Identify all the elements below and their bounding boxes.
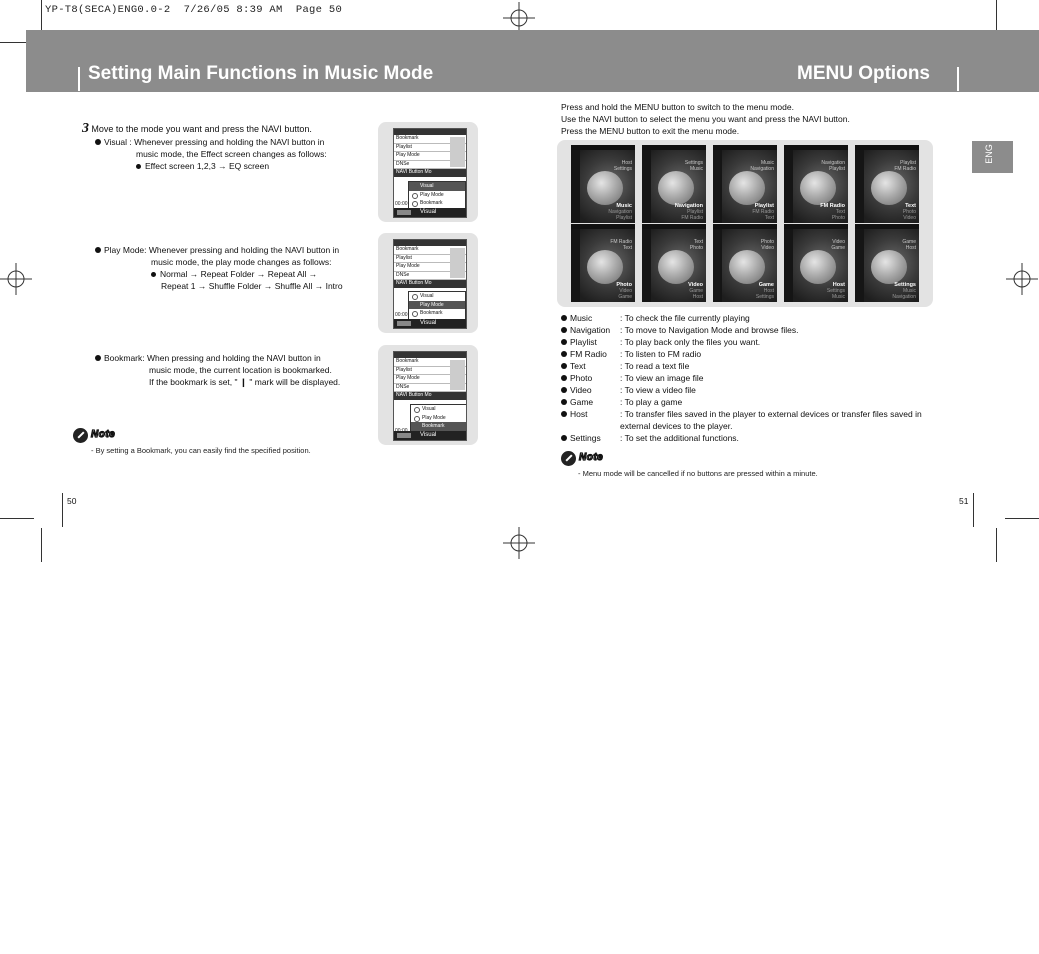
step-number: 3: [82, 121, 89, 136]
tile-next-label: Navigation: [892, 294, 916, 300]
tile-next-label: Photo: [831, 215, 845, 221]
menu-tile-playlist: [713, 145, 777, 223]
lcd-scroll-area: [450, 248, 465, 278]
visual-line3: Effect screen 1,2,3 → EQ screen: [145, 161, 270, 171]
menu-intro: [561, 101, 850, 137]
tile-main-label: Playlist: [754, 203, 774, 209]
menu-icon: [729, 171, 765, 205]
tile-side-icons: [784, 150, 793, 223]
crop-mark: [62, 493, 63, 527]
tile-next-label: Music: [831, 294, 845, 300]
lcd-bottom-label: Visual: [420, 432, 437, 438]
lcd-time: 00:00: [395, 312, 408, 318]
bullet-icon: [95, 139, 101, 145]
bullet-icon: [561, 351, 567, 357]
tile-status-bar: [713, 145, 777, 150]
tile-next-label: Video: [619, 288, 632, 294]
tile-next-label: FM Radio: [681, 215, 703, 221]
tile-status-bar: [642, 224, 706, 229]
tile-side-icons: [571, 150, 580, 223]
tile-next-label: Host: [692, 294, 703, 300]
lcd-selected-row: NAVI Button Mo: [394, 169, 466, 177]
bullet-icon: [561, 435, 567, 441]
lcd-bottom-bar: [394, 319, 466, 328]
tile-side-icons: [571, 229, 580, 302]
registration-mark-icon: [503, 527, 535, 559]
menu-item-desc: : To listen to FM radio: [620, 349, 702, 359]
device-screen-play-mode: [378, 233, 478, 333]
lcd-row: DNSe: [394, 272, 466, 281]
menu-item-desc: : To view a video file: [620, 385, 696, 395]
tile-next-label: Playlist: [616, 215, 632, 221]
menu-tile-text: [855, 145, 919, 223]
play-mode-desc: [95, 244, 343, 292]
bullet-icon: [136, 164, 141, 169]
tile-side-icons: [642, 229, 651, 302]
popup-item: Visual: [409, 182, 465, 191]
tile-side-icons: [713, 150, 722, 223]
lcd-bottom-label: Visual: [420, 209, 437, 215]
popup-item: Visual: [409, 292, 465, 301]
tile-main-label: FM Radio: [820, 203, 845, 209]
visual-desc: [95, 136, 327, 172]
tile-prev-label: Host: [905, 245, 916, 251]
popup-item: Bookmark: [409, 199, 465, 208]
lcd-row: Playlist: [394, 144, 466, 153]
tile-next-label: Text: [764, 215, 774, 221]
tile-main-label: Navigation: [674, 203, 703, 209]
menu-item-name: Game: [570, 397, 594, 407]
tile-side-icons: [713, 229, 722, 302]
step-3: [82, 123, 312, 135]
tile-status-bar: [784, 145, 848, 150]
tile-status-bar: [571, 145, 635, 150]
tile-side-icons: [642, 150, 651, 223]
play-mode-line3: Normal → Repeat Folder → Repeat All →: [160, 269, 318, 279]
title-bar-accent: [957, 67, 959, 91]
lcd-time: 00:00: [395, 201, 408, 207]
menu-tile-settings: [855, 224, 919, 302]
lcd-row: Play Mode: [394, 375, 466, 384]
menu-icon: [587, 171, 623, 205]
crop-mark: [0, 518, 34, 519]
crop-mark: [41, 528, 42, 562]
lcd-row: Playlist: [394, 367, 466, 376]
play-mode-line1: Play Mode: Whenever pressing and holding the NAVI button in: [104, 245, 340, 255]
note-label: Note: [579, 452, 604, 463]
bullet-icon: [561, 363, 567, 369]
note-label: Note: [91, 429, 116, 440]
tile-prev-label: Settings: [684, 160, 703, 166]
tile-status-bar: [571, 224, 635, 229]
play-mode-line2: music mode, the play mode changes as follows:: [151, 257, 332, 267]
crop-mark: [996, 0, 997, 32]
bookmark-line2: music mode, the current location is bookmarked.: [149, 365, 332, 375]
lcd-selected-row: NAVI Button Mo: [394, 280, 466, 288]
tile-status-bar: [855, 224, 919, 229]
tile-status-bar: [642, 145, 706, 150]
menu-icon: [658, 171, 694, 205]
menu-item-name: Navigation: [570, 325, 611, 335]
menu-item-name: Settings: [570, 433, 601, 443]
menu-tile-game: [713, 224, 777, 302]
crop-mark: [996, 528, 997, 562]
device-screen-bookmark: [378, 345, 478, 445]
menu-item-desc: : To play a game: [620, 397, 683, 407]
tile-prev-label: Video: [832, 239, 845, 245]
menu-list-item: [561, 396, 922, 408]
tile-next-label: Navigation: [608, 209, 632, 215]
menu-item-desc: : To view an image file: [620, 373, 704, 383]
popup-menu: [410, 404, 467, 434]
bookmark-desc: [95, 352, 340, 388]
lcd-selected-row: NAVI Button Mo: [394, 392, 466, 400]
tile-main-label: Settings: [894, 282, 916, 288]
menu-tile-video: [642, 224, 706, 302]
tile-prev-label: Photo: [760, 239, 774, 245]
menu-item-desc: : To read a text file: [620, 361, 690, 371]
note-text: - By setting a Bookmark, you can easily find the specified position.: [91, 446, 311, 455]
lcd-scroll-area: [450, 137, 465, 167]
printer-header: YP-T8(SECA)ENG0.0-2 7/26/05 8:39 AM Page 50: [45, 4, 343, 16]
tile-next-label: Host: [763, 288, 774, 294]
bullet-icon: [561, 387, 567, 393]
tile-next-label: Music: [902, 288, 916, 294]
bullet-icon: [151, 272, 156, 277]
lcd-row: DNSe: [394, 161, 466, 170]
popup-item: Bookmark: [409, 309, 465, 318]
tile-prev-label: Game: [902, 239, 916, 245]
tile-prev-label: FM Radio: [894, 166, 916, 172]
tile-status-bar: [713, 224, 777, 229]
crop-mark: [973, 493, 974, 527]
crop-mark: [41, 0, 42, 32]
tile-next-label: Video: [903, 215, 916, 221]
visual-line1: Visual : Whenever pressing and holding the NAVI button in: [104, 137, 325, 147]
menu-icon: [729, 250, 765, 284]
menu-item-name: Music: [570, 313, 593, 323]
menu-item-desc: : To set the additional functions.: [620, 433, 739, 443]
tile-status-bar: [784, 224, 848, 229]
menu-item-desc: : To play back only the files you want.: [620, 337, 761, 347]
language-tab: [972, 141, 1013, 173]
tile-main-label: Photo: [616, 282, 632, 288]
menu-icon: [800, 250, 836, 284]
tile-prev-label: Navigation: [750, 166, 774, 172]
tile-next-label: Settings: [826, 288, 845, 294]
menu-list-item: [561, 384, 922, 396]
menu-item-desc: : To transfer files saved in the player to external devices or transfer files saved in: [620, 409, 922, 419]
bullet-icon: [561, 327, 567, 333]
tile-prev-label: Settings: [613, 166, 632, 172]
lcd-bottom-label: Visual: [420, 320, 437, 326]
menu-item-name: Text: [570, 361, 586, 371]
menu-tile-host: [784, 224, 848, 302]
tile-prev-label: Playlist: [900, 160, 916, 166]
tile-side-icons: [855, 150, 864, 223]
menu-item-name: Playlist: [570, 337, 597, 347]
lcd-row: Playlist: [394, 255, 466, 264]
lcd-row: Bookmark: [394, 246, 466, 255]
tile-main-label: Music: [616, 203, 632, 209]
menu-list-item: [561, 348, 922, 360]
crop-mark: [1005, 518, 1039, 519]
lcd-row: DNSe: [394, 384, 466, 393]
right-page-title: MENU Options: [797, 63, 930, 84]
tile-prev-label: Host: [621, 160, 632, 166]
page-number-right: 51: [959, 496, 969, 506]
tile-main-label: Video: [688, 282, 703, 288]
tile-next-label: Game: [618, 294, 632, 300]
menu-icon: [587, 250, 623, 284]
menu-item-name: FM Radio: [570, 349, 607, 359]
tile-prev-label: Video: [761, 245, 774, 251]
popup-item: Play Mode: [409, 301, 465, 310]
device-screen-visual: [378, 122, 478, 222]
intro-line2: Use the NAVI button to select the menu you want and press the NAVI button.: [561, 114, 850, 124]
tile-prev-label: Photo: [689, 245, 703, 251]
menu-tile-navigation: [642, 145, 706, 223]
bullet-icon: [561, 339, 567, 345]
menu-item-name: Photo: [570, 373, 593, 383]
menu-list-item: [561, 324, 922, 336]
tile-next-label: Text: [835, 209, 845, 215]
menu-list-item: [561, 312, 922, 324]
tile-side-icons: [855, 229, 864, 302]
tile-next-label: Game: [689, 288, 703, 294]
note-icon: [561, 451, 576, 466]
intro-line3: Press the MENU button to exit the menu mode.: [561, 126, 740, 136]
tile-next-label: Playlist: [687, 209, 703, 215]
tile-status-bar: [855, 145, 919, 150]
menu-item-name: Video: [570, 385, 592, 395]
menu-item-desc-continued: external devices to the player.: [620, 421, 733, 431]
tile-side-icons: [784, 229, 793, 302]
tile-prev-label: Text: [693, 239, 703, 245]
bullet-icon: [561, 411, 567, 417]
bullet-icon: [561, 375, 567, 381]
step-text: Move to the mode you want and press the NAVI button.: [91, 124, 312, 134]
registration-mark-icon: [1006, 263, 1038, 295]
registration-mark-icon: [0, 263, 32, 295]
bullet-icon: [561, 315, 567, 321]
tile-main-label: Host: [832, 282, 845, 288]
tile-main-label: Text: [905, 203, 916, 209]
title-bar-accent: [78, 67, 80, 91]
bullet-icon: [95, 247, 101, 253]
lcd-row: Play Mode: [394, 152, 466, 161]
menu-list-item: [561, 336, 922, 348]
lcd-bottom-bar: [394, 208, 466, 217]
menu-icon: [658, 250, 694, 284]
menu-icon: [871, 171, 907, 205]
popup-menu: [408, 291, 466, 321]
lcd-row: Play Mode: [394, 263, 466, 272]
bullet-icon: [95, 355, 101, 361]
lcd-row: Bookmark: [394, 135, 466, 144]
page-number-left: 50: [67, 496, 77, 506]
menu-tile-music: [571, 145, 635, 223]
lcd-row: Bookmark: [394, 358, 466, 367]
intro-line1: Press and hold the MENU button to switch to the menu mode.: [561, 102, 794, 112]
bullet-icon: [561, 399, 567, 405]
menu-list-item: [561, 360, 922, 372]
tile-next-label: FM Radio: [752, 209, 774, 215]
bookmark-line1: Bookmark: When pressing and holding the NAVI button in: [104, 353, 321, 363]
left-page-title: Setting Main Functions in Music Mode: [88, 63, 434, 84]
popup-menu: [408, 181, 466, 211]
menu-item-desc: : To move to Navigation Mode and browse files.: [620, 325, 799, 335]
tile-prev-label: Music: [689, 166, 703, 172]
lcd-bottom-bar: [394, 431, 466, 440]
tile-next-label: Photo: [902, 209, 916, 215]
tile-prev-label: Playlist: [829, 166, 845, 172]
popup-item: Play Mode: [409, 191, 465, 200]
tile-main-label: Game: [758, 282, 774, 288]
note-icon: [73, 428, 88, 443]
lcd-display: [393, 239, 467, 329]
popup-item: Bookmark: [411, 422, 467, 431]
tile-prev-label: Music: [760, 160, 774, 166]
visual-line2: music mode, the Effect screen changes as follows:: [136, 149, 327, 159]
menu-tile-photo: [571, 224, 635, 302]
menu-item-name: Host: [570, 409, 588, 419]
lcd-scroll-area: [450, 360, 465, 390]
menu-list-item: [561, 432, 922, 444]
menu-icon: [871, 250, 907, 284]
menu-tile-fm-radio: [784, 145, 848, 223]
play-mode-line4: Repeat 1 → Shuffle Folder → Shuffle All → Intro: [161, 281, 343, 291]
tile-prev-label: FM Radio: [610, 239, 632, 245]
tile-prev-label: Text: [622, 245, 632, 251]
tile-next-label: Settings: [755, 294, 774, 300]
tile-prev-label: Game: [831, 245, 845, 251]
menu-list-item: [561, 408, 922, 420]
note-text: - Menu mode will be cancelled if no buttons are pressed within a minute.: [578, 469, 818, 478]
popup-item: Play Mode: [411, 414, 467, 423]
menu-options-list: [561, 312, 922, 444]
menu-item-desc: : To check the file currently playing: [620, 313, 750, 323]
language-tab-label: ENG: [984, 144, 994, 164]
lcd-display: [393, 128, 467, 218]
menu-icon: [800, 171, 836, 205]
popup-item: Visual: [411, 405, 467, 414]
bookmark-line3: If the bookmark is set, " ❙ " mark will be displayed.: [149, 377, 341, 387]
lcd-display: [393, 351, 467, 441]
tile-prev-label: Navigation: [821, 160, 845, 166]
menu-list-item: [561, 372, 922, 384]
